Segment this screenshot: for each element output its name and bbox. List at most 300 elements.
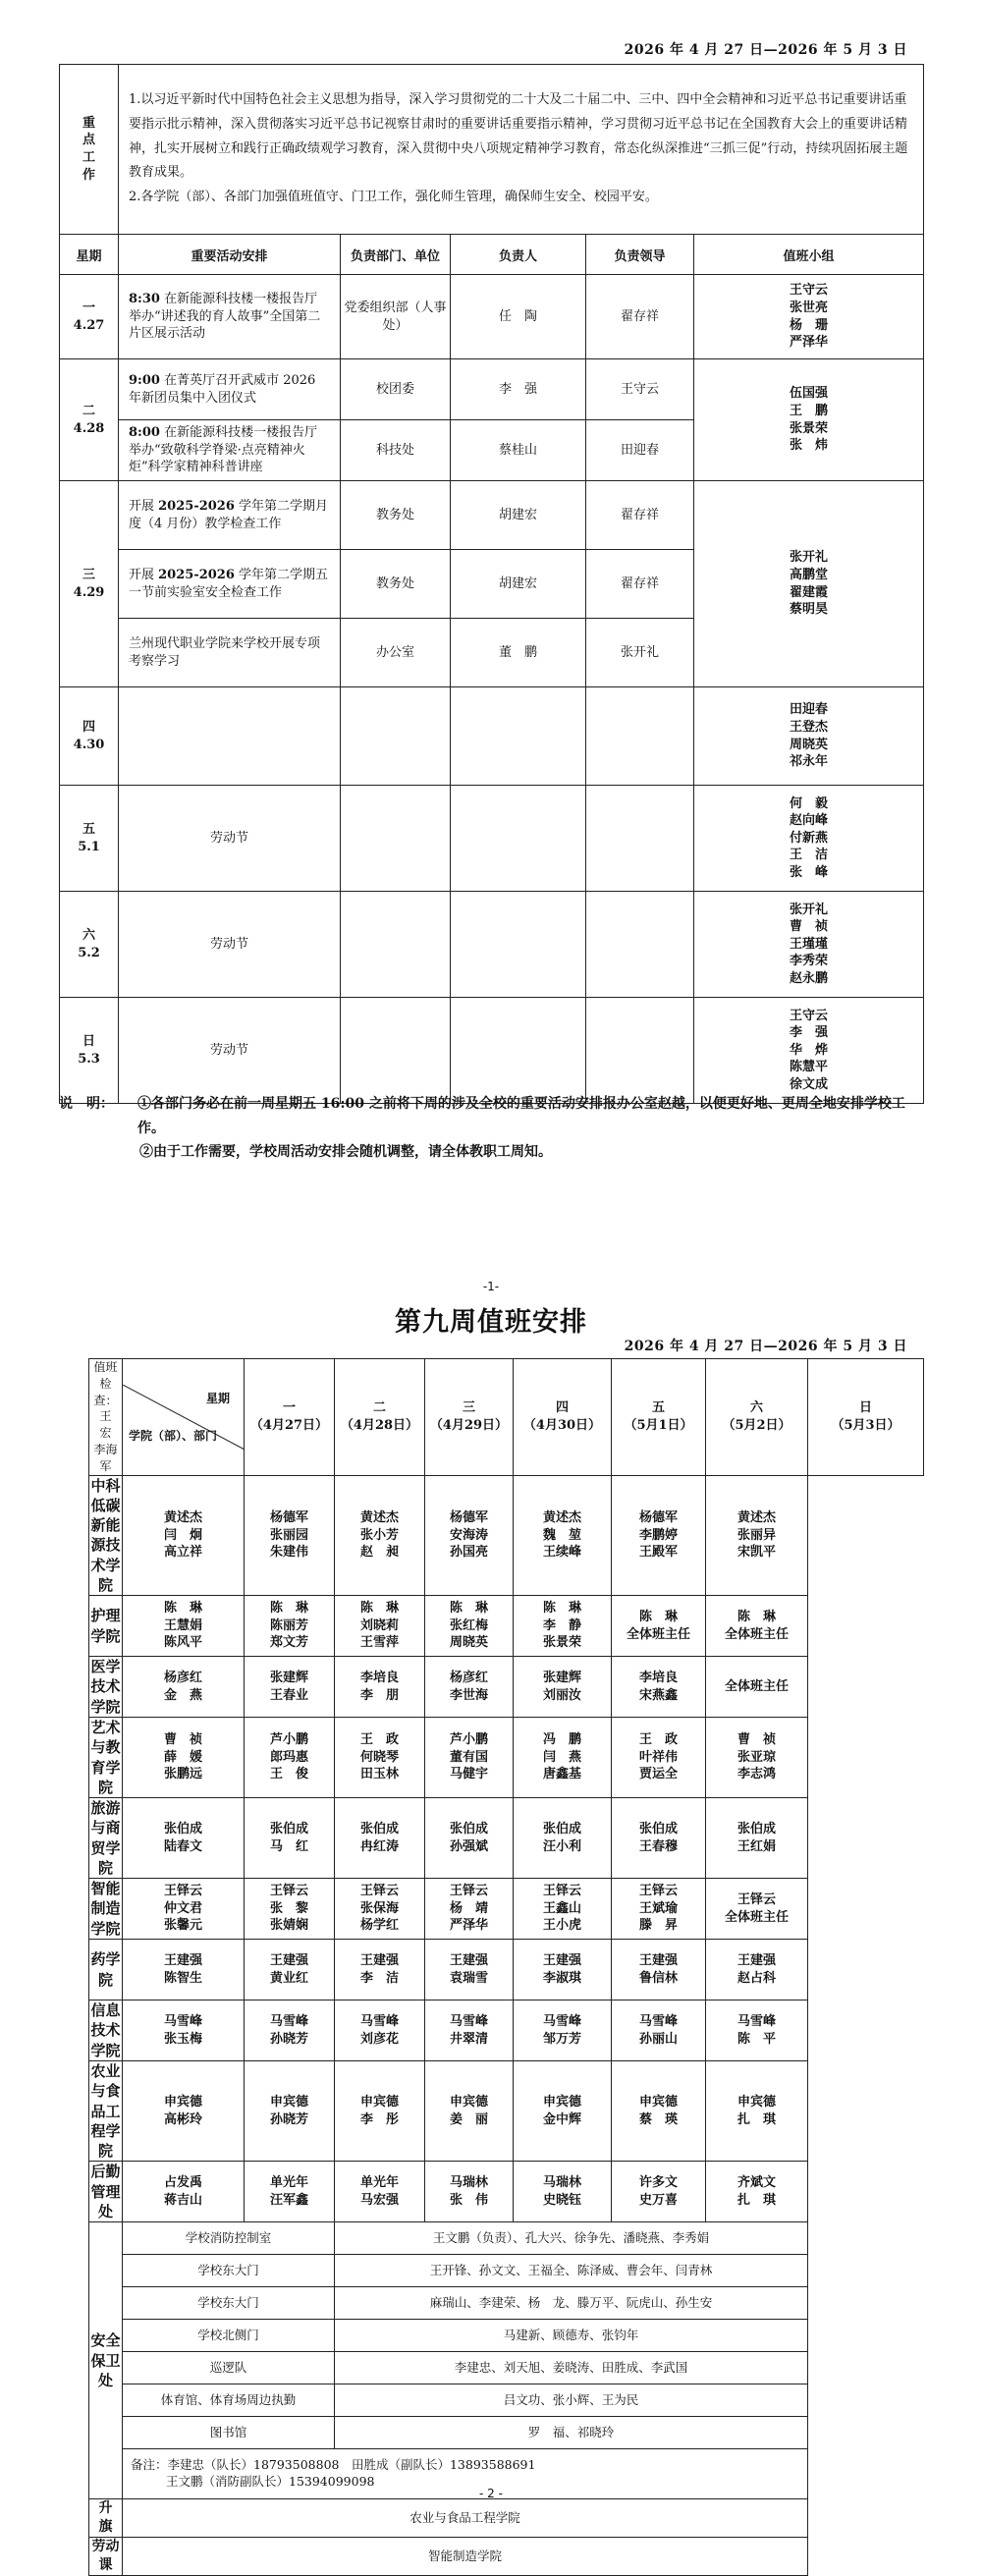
duty-member: 张开礼 [790,550,829,566]
duty-member: 陈慧平 [790,1060,829,1075]
dept-name-cell: 艺术与教育学院 [90,1719,121,1796]
security-post-label: 学校东大门 [123,2255,335,2287]
col-header-leader: 负责领导 [586,235,694,275]
duty-person: 贾运全 [638,1767,678,1782]
duty-person: 张伯成 [449,1822,488,1837]
duty-person: 王慧娟 [163,1617,202,1633]
dept-cell: 党委组织部（人事处） [341,275,451,359]
duty-team-cell [694,275,924,359]
duty-cell [612,1718,706,1798]
duty-team-cell [694,786,924,892]
duty-person: 王铎云 [449,1884,488,1899]
inspection-label-line: 李海军 [93,1442,118,1473]
duty-person: 井翠清 [449,2031,488,2047]
duty-person: 李世海 [449,1687,488,1703]
table-row [60,275,924,359]
labor-class-value: 智能制造学院 [123,2538,808,2576]
duty-person: 李 朋 [359,1687,399,1703]
duty-person: 张景荣 [542,1635,581,1651]
duty-cell [245,1718,335,1798]
day-col-header [335,1359,425,1476]
dept-cell: 教务处 [341,550,451,619]
duty-person: 王 俊 [269,1767,308,1782]
duty-person: 张红梅 [449,1617,488,1633]
duty-person: 马雪峰 [638,2014,678,2030]
duty-person: 杨彦红 [163,1671,202,1686]
weekday-date: 5.1 [78,839,100,854]
duty-person: 王斌瑜 [638,1900,678,1916]
duty-cell [335,1940,425,2001]
weekday-cell [60,275,119,359]
duty-person: 王建强 [736,1953,776,1969]
duty-person: 刘彦花 [359,2031,399,2047]
duty-member: 伍国强 [790,386,829,402]
duty-person: 杨德军 [269,1510,308,1525]
duty-cell [612,2001,706,2061]
duty-person: 陈 琳 [542,1601,581,1617]
dept-name-cell: 护理学院 [89,1596,123,1657]
weekday-name: 日 [82,1033,95,1049]
duty-person: 李培良 [638,1671,678,1686]
table-row [89,1657,924,1718]
inspection-label-line: 值班 [93,1360,118,1374]
table-row [89,2162,924,2222]
duty-person: 马雪峰 [542,2014,581,2030]
date-range-header: 2026 年 4 月 27 日—2026 年 5 月 3 日 [624,42,907,58]
duty-cell [123,1879,245,1940]
focus-item-2: 2.各学院（部）、各部门加强值班值守、门卫工作，强化师生管理，确保师生安全、校园平安。 [129,190,658,205]
duty-cell [245,1940,335,2001]
weekday-cell [60,998,119,1104]
duty-cell [123,2162,245,2222]
duty-person: 张丽园 [269,1527,308,1543]
duty-person: 张 伟 [449,2192,488,2208]
security-post-staff: 王开锋、孙文文、王福全、陈泽威、曹会年、闫青林 [335,2255,808,2287]
table-row [60,892,924,998]
duty-person: 马宏强 [359,2192,399,2208]
dept-name-cell: 信息技术学院 [90,2001,121,2059]
duty-cell [612,1879,706,1940]
duty-person: 王春穆 [638,1838,678,1854]
duty-member: 曹 祯 [790,919,829,935]
duty-cell [706,1718,808,1798]
duty-person: 马雪峰 [736,2014,776,2030]
duty-member: 张开礼 [790,902,829,917]
duty-person: 张伯成 [163,1822,202,1837]
person-cell [451,998,586,1104]
leader-cell: 翟存祥 [586,275,694,359]
col-header-dept: 负责部门、单位 [341,235,451,275]
duty-person: 王红娟 [736,1838,776,1854]
duty-person: 陈风平 [163,1635,202,1651]
duty-cell [514,1798,612,1879]
duty-cell [514,2001,612,2061]
duty-person: 王建强 [163,1953,202,1969]
duty-member: 华 烨 [790,1042,829,1058]
duty-cell [706,1475,808,1596]
duty-member: 田迎春 [790,702,829,718]
weekday-name: 一 [82,300,95,315]
duty-person: 孙丽山 [638,2031,678,2047]
activity-text: 在菁英厅召开武威市 2026 年新团员集中入团仪式 [129,372,316,406]
duty-cell [245,2061,335,2162]
activity-time: 9:00 [129,372,160,388]
leader-cell: 翟存祥 [586,550,694,619]
activity-time: 2025-2026 [158,567,235,582]
duty-person: 陈 平 [736,2031,776,2047]
duty-person: 黄业红 [269,1970,308,1986]
duty-cell [123,1718,245,1798]
duty-person: 黄述杰 [359,1510,399,1525]
inspection-label-line: 王 宏 [99,1409,124,1441]
person-cell: 胡建宏 [451,481,586,550]
weekday-cell [60,892,119,998]
duty-person: 张鹏远 [163,1767,202,1782]
duty-person: 王续峰 [542,1545,581,1561]
duty-cell [612,1475,706,1596]
duty-person: 全体班主任 [724,1678,789,1694]
security-post-staff: 罗 福、祁晓玲 [335,2417,808,2449]
duty-person: 杨 靖 [449,1900,488,1916]
person-cell: 蔡桂山 [451,420,586,481]
dept-name-cell: 后勤管理处 [90,2163,121,2220]
activity-cell [119,786,341,892]
dept-name-cell: 农业与食品工程学院 [90,2062,121,2161]
weekday-cell [60,359,119,481]
duty-person: 马 红 [269,1838,308,1854]
duty-cell [123,1596,245,1657]
duty-member: 李秀荣 [790,954,829,969]
duty-person: 汪军鑫 [269,2192,308,2208]
security-post-label: 学校北侧门 [123,2320,335,2352]
duty-cell [245,1879,335,1940]
person-cell: 胡建宏 [451,550,586,619]
focus-label-char: 点 [82,133,95,148]
duty-cell [425,1657,514,1718]
inspection-label-line: 检查： [93,1376,118,1407]
duty-person: 申宾德 [542,2095,581,2110]
duty-member: 祁永年 [790,754,829,770]
duty-person: 张伯成 [736,1822,776,1837]
notes-label: 说 明： [59,1096,114,1112]
security-dept-cell: 安全保卫处 [89,2222,123,2499]
duty-person: 赵占科 [736,1970,776,1986]
duty-person: 杨彦红 [449,1671,488,1686]
duty-cell [706,2162,808,2222]
table-row [89,1879,924,1940]
weekday-cell [60,786,119,892]
duty-person: 马健宇 [449,1767,488,1782]
duty-person: 单光年 [359,2175,399,2191]
duty-person: 赵 昶 [359,1545,399,1561]
focus-label-char: 作 [82,167,95,183]
person-cell [451,892,586,998]
duty-person: 严泽华 [449,1918,488,1934]
duty-person: 李志鸿 [736,1767,776,1782]
duty-member: 王 洁 [790,848,829,863]
day-col-weekday: 四 [555,1400,569,1416]
security-post-label: 学校消防控制室 [123,2222,335,2255]
duty-person: 李鹏婷 [638,1527,678,1543]
duty-person: 闫 燕 [542,1749,581,1765]
flag-raising-value: 农业与食品工程学院 [123,2499,808,2538]
page-number-2: - 2 - [479,2487,503,2500]
weekday-cell [60,481,119,687]
table-row [89,1596,924,1657]
duty-person: 王建强 [542,1953,581,1969]
duty-member: 严泽华 [790,335,829,351]
duty-cell [335,1475,425,1596]
duty-member: 付新燕 [790,830,829,846]
duty-person: 鲁信林 [638,1970,678,1986]
person-cell [451,687,586,786]
duty-person: 陆春文 [163,1838,202,1854]
duty-person: 王铎云 [736,1892,776,1908]
activity-prefix: 开展 [129,498,159,514]
duty-person: 陈 琳 [359,1601,399,1617]
dept-cell: 办公室 [341,619,451,687]
duty-person: 郑文芳 [269,1635,308,1651]
dept-cell [341,998,451,1104]
duty-person: 张 黎 [269,1900,308,1916]
activity-cell [119,420,341,481]
duty-cell [514,1879,612,1940]
dept-cell: 科技处 [341,420,451,481]
duty-person: 张丽异 [736,1527,776,1543]
duty-member: 高鹏堂 [790,567,829,582]
activity-text: 劳动节 [209,830,248,846]
duty-person: 王铎云 [269,1884,308,1899]
duty-person: 王殿军 [638,1545,678,1561]
duty-person: 郎玛惠 [269,1749,308,1765]
focus-work-label [60,65,119,235]
duty-person: 王铎云 [163,1884,202,1899]
security-post-label: 体育馆、体育场周边执勤 [123,2384,335,2417]
duty-cell [706,1596,808,1657]
duty-person: 张保海 [359,1900,399,1916]
table-row [89,2352,924,2384]
duty-person: 王鑫山 [542,1900,581,1916]
activity-cell [119,359,341,420]
duty-person: 宋燕鑫 [638,1687,678,1703]
leader-cell: 田迎春 [586,420,694,481]
table-row [89,2061,924,2162]
header-diagonal [123,1359,245,1476]
duty-person: 申宾德 [638,2095,678,2110]
duty-cell [425,1718,514,1798]
table-row [89,1940,924,2001]
day-col-date: （5月3日） [831,1417,900,1433]
table-row [89,1475,924,1596]
notes-section [59,1092,923,1165]
duty-member: 李 强 [790,1025,829,1041]
duty-person: 张玉梅 [163,2031,202,2047]
duty-person: 王铎云 [359,1884,399,1899]
day-col-header [808,1359,924,1476]
focus-item-1: 1.以习近平新时代中国特色社会主义思想为指导，深入学习贯彻党的二十大及二十届二中、三中、四中全会精神和习近平总书记重要讲话重要指示批示精神，深入贯彻落实习近平总书记视察甘肃时的重要讲话重要指示精神，学习贯彻习近平总书记在全国教育大会上的重要讲话精神，扎实开展树立和践行正确政绩观学习教育，深入贯彻中央八项规定精神学习教育，常态化纵深推进“三抓三促”行动，持续巩固拓展主题教育成果。 [129,92,908,181]
activity-prefix: 开展 [129,567,159,582]
day-col-header [245,1359,335,1476]
leader-cell [586,892,694,998]
duty-person: 孙晓芳 [269,2111,308,2127]
duty-person: 马雪峰 [163,2014,202,2030]
duty-member: 张世亮 [790,300,829,315]
security-post-staff: 王文鹏（负责）、孔大兴、徐争先、潘晓燕、李秀娟 [335,2222,808,2255]
dept-name-cell: 智能制造学院 [90,1880,121,1938]
table-row [60,998,924,1104]
weekday-name: 六 [82,927,95,943]
duty-person: 姜 丽 [449,2111,488,2127]
duty-member: 张景荣 [790,420,829,436]
day-col-weekday: 六 [749,1400,763,1416]
inspection-label [89,1359,123,1476]
duty-member: 王 鹏 [790,403,829,418]
duty-person: 孙晓芳 [269,2031,308,2047]
duty-team-cell [694,359,924,481]
day-col-weekday: 五 [651,1400,665,1416]
duty-member: 赵向峰 [790,813,829,829]
table-row [89,2001,924,2061]
duty-person: 陈 琳 [736,1610,776,1625]
duty-person: 王建强 [449,1953,488,1969]
duty-person: 许多文 [638,2175,678,2191]
page-number-1: -1- [482,1280,500,1293]
duty-member: 徐文成 [790,1076,829,1092]
dept-cell [341,892,451,998]
duty-person: 马雪峰 [269,2014,308,2030]
duty-person: 冯 鹏 [542,1732,581,1748]
activity-time: 2025-2026 [158,498,235,514]
activity-cell [119,275,341,359]
duty-person: 张小芳 [359,1527,399,1543]
col-header-duty-team: 值班小组 [694,235,924,275]
duty-person: 陈 琳 [163,1601,202,1617]
duty-person: 张伯成 [542,1822,581,1837]
day-col-header [514,1359,612,1476]
duty-member: 赵永鹏 [790,970,829,986]
activity-text: 在新能源科技楼一楼报告厅举办“讲述我的育人故事”全国第二片区展示活动 [129,292,321,342]
duty-person: 李淑琪 [542,1970,581,1986]
weekday-cell [60,687,119,786]
flag-raising-label: 升 旗 [89,2499,123,2538]
security-post-staff: 李建忠、刘天旭、姜晓涛、田胜成、李武国 [335,2352,808,2384]
day-col-date: （4月29日） [429,1417,509,1433]
day-col-header [425,1359,514,1476]
duty-person: 陈 琳 [269,1601,308,1617]
duty-person: 陈 琳 [449,1601,488,1617]
security-post-label: 巡逻队 [123,2352,335,2384]
duty-cell [425,2001,514,2061]
duty-cell [425,1879,514,1940]
duty-cell [425,1596,514,1657]
duty-person: 曹 祯 [736,1732,776,1748]
dept-name-cell: 中科低碳新能源技术学院 [90,1476,121,1594]
duty-person: 王小虎 [542,1918,581,1934]
day-col-date: （5月1日） [624,1417,693,1433]
duty-member: 周晓英 [790,737,829,752]
duty-person: 王春业 [269,1687,308,1703]
duty-cell [514,2061,612,2162]
day-col-weekday: 二 [372,1400,386,1416]
header-weekday-label: 星期 [205,1391,230,1405]
duty-person: 李 彤 [359,2111,399,2127]
leader-cell [586,786,694,892]
duty-person: 扎 琪 [736,2192,776,2208]
duty-member: 张 峰 [790,864,829,880]
day-col-header [612,1359,706,1476]
leader-cell: 张开礼 [586,619,694,687]
duty-person: 朱建伟 [269,1545,308,1561]
person-cell [451,786,586,892]
duty-person: 张伯成 [359,1822,399,1837]
duty-person: 全体班主任 [626,1626,690,1642]
day-col-date: （4月28日） [340,1417,419,1433]
duty-member: 王守云 [790,1008,829,1023]
duty-cell [514,1596,612,1657]
duty-person: 滕 昇 [638,1918,678,1934]
activity-text: 劳动节 [209,1042,248,1058]
duty-team-cell [694,998,924,1104]
duty-person: 杨德军 [638,1510,678,1525]
duty-cell [706,2061,808,2162]
duty-cell [245,2162,335,2222]
duty-person: 芦小鹏 [269,1732,308,1748]
date-range-header-2: 2026 年 4 月 27 日—2026 年 5 月 3 日 [624,1339,907,1354]
weekday-name: 四 [82,719,95,735]
duty-cell [706,1879,808,1940]
duty-person: 张馨元 [163,1918,202,1934]
duty-member: 翟建霞 [790,584,829,600]
table-row [89,1798,924,1879]
table-row [60,786,924,892]
duty-cell [123,2061,245,2162]
weekday-name: 五 [82,821,95,837]
table-row [89,2222,924,2255]
activity-cell [119,550,341,619]
duty-member: 何 毅 [790,795,829,811]
duty-member: 王瑾瑾 [790,936,829,952]
duty-person: 薛 媛 [163,1749,202,1765]
duty-person: 申宾德 [269,2095,308,2110]
day-col-date: （5月2日） [722,1417,791,1433]
duty-person: 王 政 [638,1732,678,1748]
duty-cell [514,1718,612,1798]
note-2: ②由于工作需要，学校周活动安排会随机调整，请全体教职工周知。 [139,1144,552,1160]
duty-person: 申宾德 [359,2095,399,2110]
table-row [89,2255,924,2287]
duty-cell [514,1940,612,2001]
duty-person: 申宾德 [449,2095,488,2110]
duty-person: 周晓英 [449,1635,488,1651]
duty-cell [425,1475,514,1596]
duty-person: 马雪峰 [359,2014,399,2030]
dept-name-cell: 旅游与商贸学院 [90,1799,121,1877]
duty-person: 高立祥 [163,1545,202,1561]
dept-cell: 教务处 [341,481,451,550]
activity-text: 劳动节 [209,936,248,952]
security-post-label: 学校东大门 [123,2287,335,2320]
col-header-activity: 重要活动安排 [119,235,341,275]
duty-person: 全体班主任 [724,1626,789,1642]
duty-cell [123,1657,245,1718]
duty-person: 刘丽汝 [542,1687,581,1703]
duty-person: 史万喜 [638,2192,678,2208]
duty-person: 杨德军 [449,1510,488,1525]
duty-cell [335,2162,425,2222]
duty-person: 齐斌文 [736,2175,776,2191]
person-cell: 董 鹏 [451,619,586,687]
duty-person: 袁瑞雪 [449,1970,488,1986]
